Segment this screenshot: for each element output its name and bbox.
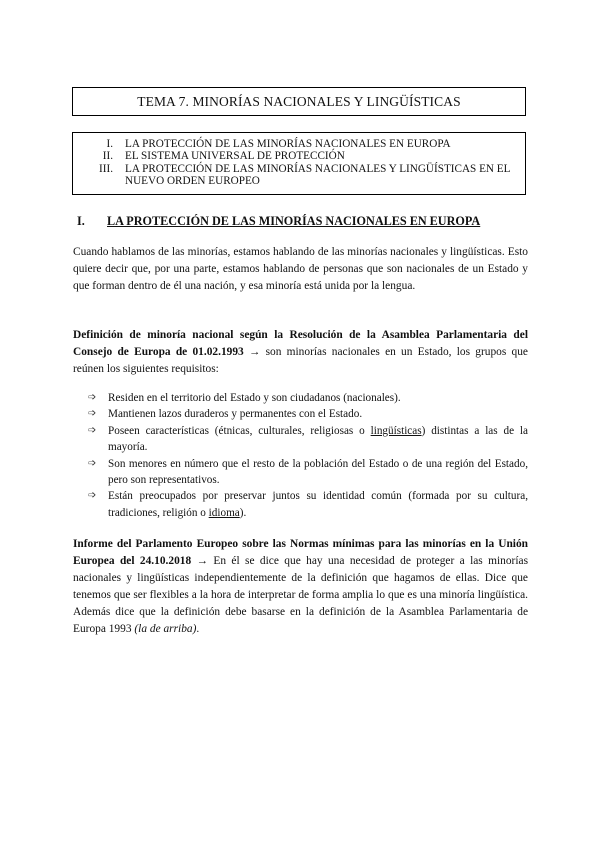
toc-item-text: LA PROTECCIÓN DE LAS MINORÍAS NACIONALES EN EUROPA bbox=[125, 138, 451, 150]
list-item-text: Mantienen lazos duraderos y permanentes con el Estado. bbox=[108, 408, 363, 421]
definition-heading: Definición de minoría nacional según la Resolución de la Asamblea Parlamentaria del Consejo de Europa de 01.02.1993 bbox=[73, 329, 528, 358]
toc-item-number: I. bbox=[106, 138, 113, 150]
report-heading: Informe del Parlamento Europeo sobre las Normas mínimas para las minorías en la Unión Europea del 24.10.2018 bbox=[73, 538, 528, 567]
toc-item bbox=[73, 163, 525, 188]
list-item bbox=[88, 456, 528, 489]
list-item-text: Poseen características (étnicas, culturales, religiosas o bbox=[108, 424, 371, 437]
linguistic-link[interactable]: lingüísticas bbox=[370, 424, 422, 437]
section-heading bbox=[77, 214, 480, 229]
list-item-text: Están preocupados por preservar juntos su identidad común (formada por su cultura, tradiciones, religión o bbox=[108, 490, 528, 519]
list-item-text: ). bbox=[239, 506, 247, 519]
arrow-bullet-icon: ➩ bbox=[88, 490, 97, 502]
toc-item-number: II. bbox=[102, 150, 113, 163]
list-item-text: ) distintas a las de la mayoría. bbox=[108, 424, 528, 454]
language-link[interactable]: idioma bbox=[208, 506, 240, 519]
toc-item bbox=[73, 150, 525, 162]
report-note: (la de arriba) bbox=[134, 623, 197, 635]
intro-paragraph: Cuando hablamos de las minorías, estamos hablando de las minorías nacionales y lingüísticas. Esto quiere decir que, por una parte, estamos hablando de personas que son nacionales de un Estado y que forman dentro de él una nación, y esa minoría está unida por la lengua. bbox=[73, 246, 528, 292]
table-of-contents bbox=[72, 132, 526, 195]
section-number: I. bbox=[77, 214, 85, 228]
list-item bbox=[88, 488, 528, 521]
list-item-text: Residen en el territorio del Estado y son ciudadanos (nacionales). bbox=[108, 392, 401, 404]
report-text: → En él se dice que hay una necesidad de proteger a las minorías nacionales y lingüísticas independientemente de la definición que hagamos de ellas. Dice que tenemos que ser flexibles a la hora de interpretar de forma amplia lo que es una minoría lingüística. Además dice que la definición debe basarse en la definición de la Asamblea Parlamentaria de Europa 1993 bbox=[73, 555, 529, 635]
arrow-bullet-icon: ➩ bbox=[88, 408, 97, 420]
toc-item-number: III. bbox=[99, 162, 113, 175]
list-item bbox=[88, 406, 528, 422]
list-item-text: Son menores en número que el resto de la población del Estado o de una región del Estado, pero son representativos. bbox=[108, 457, 528, 487]
toc-item bbox=[73, 138, 525, 150]
toc-item-text: EL SISTEMA UNIVERSAL DE PROTECCIÓN bbox=[125, 150, 345, 163]
definition-text: → son minorías nacionales en un Estado, los grupos que reúnen los siguientes requisitos: bbox=[73, 346, 528, 375]
requirements-list bbox=[88, 390, 528, 521]
arrow-bullet-icon: ➩ bbox=[88, 392, 97, 403]
list-item bbox=[88, 390, 528, 406]
section-title: LA PROTECCIÓN DE LAS MINORÍAS NACIONALES EN EUROPA bbox=[107, 214, 481, 228]
list-item bbox=[88, 423, 528, 456]
toc-item-text: LA PROTECCIÓN DE LAS MINORÍAS NACIONALES Y LINGÜÍSTICAS EN EL NUEVO ORDEN EUROPEO bbox=[125, 162, 511, 188]
definition-paragraph bbox=[73, 327, 528, 378]
report-end: . bbox=[196, 623, 200, 635]
arrow-bullet-icon: ➩ bbox=[88, 424, 97, 436]
arrow-bullet-icon: ➩ bbox=[88, 457, 97, 469]
document-title: TEMA 7. MINORÍAS NACIONALES Y LINGÜÍSTICAS bbox=[72, 87, 526, 116]
report-paragraph bbox=[73, 536, 528, 638]
